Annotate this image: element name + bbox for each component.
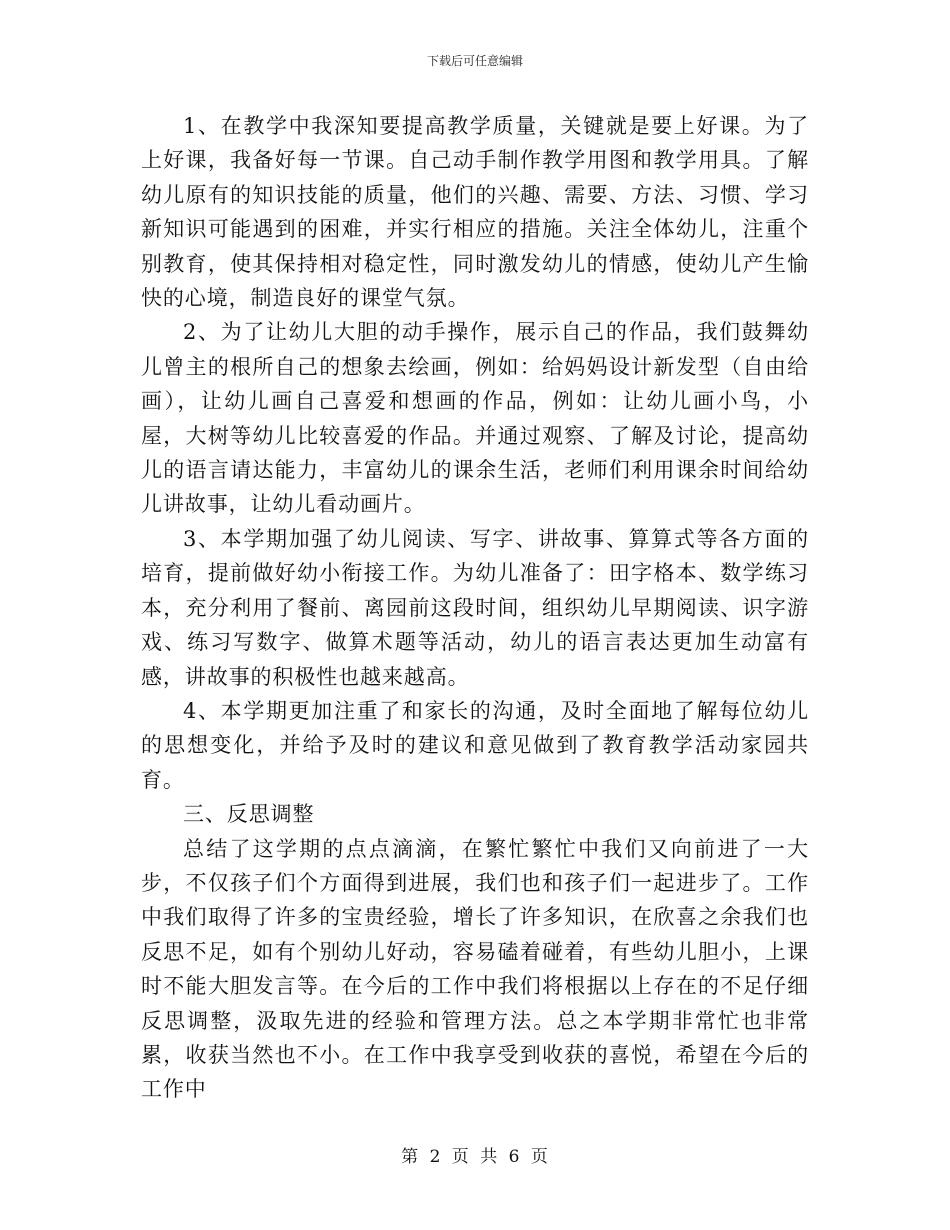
paragraph-hands-on-drawing: 2、为了让幼儿大胆的动手操作，展示自己的作品，我们鼓舞幼儿曾主的根所自己的想象去绘画，例如：给妈妈设计新发型（自由给画），让幼儿画自己喜爱和想画的作品，例如：让幼儿画小鸟，小屋，大树等幼儿比较喜爱的作品。并通过观察、了解及讨论，提高幼儿的语言请达能力，丰富幼儿的课余生活，老师们利用课余时间给幼儿讲故事，让幼儿看动画片。	[141, 320, 809, 517]
page-header: 下载后可任意编辑	[426, 54, 523, 68]
document-body	[141, 109, 809, 1107]
page-number-footer: 第 2 页 共 6 页	[401, 1147, 549, 1167]
paragraph-teaching-quality: 1、在教学中我深知要提高教学质量，关键就是要上好课。为了上好课，我备好每一节课。自己动手制作教学用图和教学用具。了解幼儿原有的知识技能的质量，他们的兴趣、需要、方法、习惯、学习新知识可能遇到的困难，并实行相应的措施。关注全体幼儿，注重个别教育，使其保持相对稳定性，同时激发幼儿的情感，使幼儿产生愉快的心境，制造良好的课堂气氛。	[141, 114, 809, 311]
paragraph-parent-communication: 4、本学期更加注重了和家长的沟通，及时全面地了解每位幼儿的思想变化，并给予及时的建议和意见做到了教育教学活动家园共育。	[141, 698, 809, 792]
paragraph-reflection-summary: 总结了这学期的点点滴滴，在繁忙繁忙中我们又向前进了一大步，不仅孩子们个方面得到进展，我们也和孩子们一起进步了。工作中我们取得了许多的宝贵经验，增长了许多知识，在欣喜之余我们也反思不足，如有个别幼儿好动，容易磕着碰着，有些幼儿胆小，上课时不能大胆发言等。在今后的工作中我们将根据以上存在的不足仔细反思调整，汲取先进的经验和管理方法。总之本学期非常忙也非常累，收获当然也不小。在工作中我享受到收获的喜悦，希望在今后的工作中	[141, 836, 809, 1102]
paragraph-reading-writing: 3、本学期加强了幼儿阅读、写字、讲故事、算算式等各方面的培育，提前做好幼小衔接工作。为幼儿准备了：田字格本、数学练习本，充分利用了餐前、离园前这段时间，组织幼儿早期阅读、识字游戏、练习写数字、做算术题等活动，幼儿的语言表达更加生动富有感，讲故事的积极性也越来越高。	[141, 526, 809, 689]
section-heading-reflection: 三、反思调整	[183, 802, 315, 827]
